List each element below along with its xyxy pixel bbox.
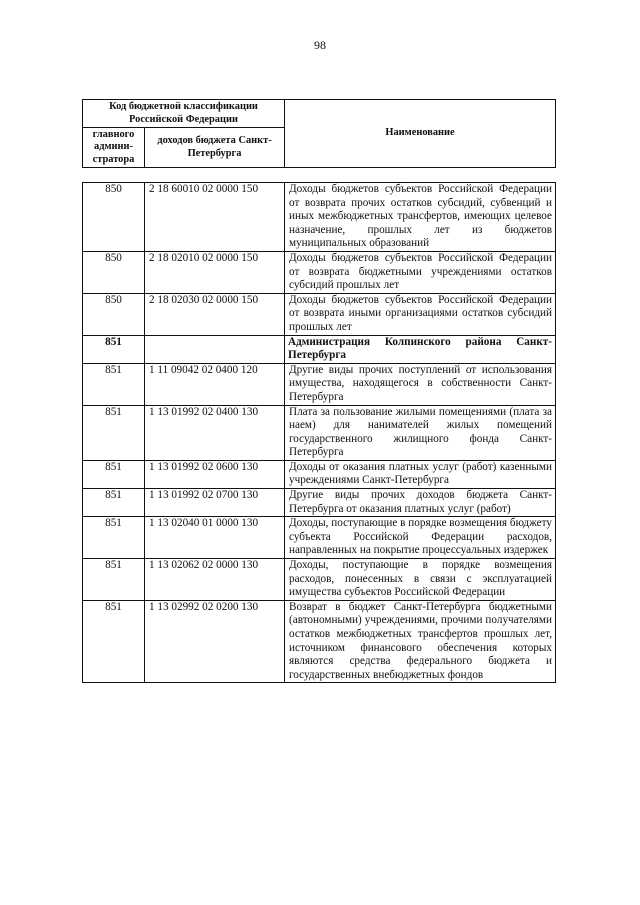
income-code-cell: 1 13 01992 02 0600 130	[145, 460, 285, 488]
income-code-cell: 2 18 02030 02 0000 150	[145, 293, 285, 335]
admin-code-cell: 851	[83, 405, 145, 460]
table-row	[83, 600, 556, 683]
header-admin-column: главного админи-стратора	[83, 128, 145, 168]
table-row	[83, 363, 556, 405]
table-row	[83, 183, 556, 252]
income-code-cell: 1 11 09042 02 0400 120	[145, 363, 285, 405]
income-name-cell: Доходы бюджетов субъектов Российской Федерации от возврата бюджетными учреждениями остатков субсидий прошлых лет	[285, 251, 556, 293]
admin-code-cell: 850	[83, 251, 145, 293]
table-row	[83, 293, 556, 335]
admin-code-cell: 851	[83, 517, 145, 559]
table-row	[83, 460, 556, 488]
admin-code-cell: 851	[83, 460, 145, 488]
table-row	[83, 517, 556, 559]
admin-code-cell: 851	[83, 489, 145, 517]
table-row	[83, 335, 556, 363]
income-name-cell: Другие виды прочих доходов бюджета Санкт-Петербурга от оказания платных услуг (работ)	[285, 489, 556, 517]
income-code-cell: 1 13 01992 02 0700 130	[145, 489, 285, 517]
admin-code-cell: 851	[83, 335, 145, 363]
table-row	[83, 559, 556, 601]
income-name-cell: Плата за пользование жилыми помещениями (плата за наем) для нанимателей жилых помещений государственного жилищного фонда Санкт-Петербурга	[285, 405, 556, 460]
admin-code-cell: 851	[83, 363, 145, 405]
income-name-cell: Доходы бюджетов субъектов Российской Федерации от возврата иными организациями остатков субсидий прошлых лет	[285, 293, 556, 335]
income-code-cell: 1 13 01992 02 0400 130	[145, 405, 285, 460]
income-name-cell: Доходы от оказания платных услуг (работ) казенными учреждениями Санкт-Петербурга	[285, 460, 556, 488]
table-row	[83, 489, 556, 517]
header-income-column: доходов бюджета Санкт-Петербурга	[145, 128, 285, 168]
income-name-cell: Администрация Колпинского района Санкт-Петербурга	[285, 335, 556, 363]
admin-code-cell: 851	[83, 600, 145, 683]
header-group-title: Код бюджетной классификации Российской Федерации	[83, 100, 285, 128]
header-name-column: Наименование	[285, 100, 556, 168]
table-row	[83, 251, 556, 293]
page-number: 98	[314, 38, 326, 52]
table-header	[82, 99, 556, 168]
income-code-cell: 2 18 60010 02 0000 150	[145, 183, 285, 252]
income-code-cell	[145, 335, 285, 363]
income-code-cell: 1 13 02062 02 0000 130	[145, 559, 285, 601]
income-name-cell: Доходы, поступающие в порядке возмещения бюджету субъекта Российской Федерации расходов, направленных на покрытие процессуальных издержек	[285, 517, 556, 559]
admin-code-cell: 850	[83, 183, 145, 252]
income-name-cell: Возврат в бюджет Санкт-Петербурга бюджетными (автономными) учреждениями, прочими получателями остатков межбюджетных трансфертов прошлых лет, источником финансового обеспечения которых являются средства федерального бюджета и государственных внебюджетных фондов	[285, 600, 556, 683]
budget-codes-table	[82, 182, 556, 683]
income-code-cell: 1 13 02040 01 0000 130	[145, 517, 285, 559]
income-name-cell: Другие виды прочих поступлений от использования имущества, находящегося в собственности Санкт-Петербурга	[285, 363, 556, 405]
income-name-cell: Доходы бюджетов субъектов Российской Федерации от возврата прочих остатков субсидий, субвенций и иных межбюджетных трансфертов, имеющих целевое назначение, прошлых лет из бюджетов муниципальных образований	[285, 183, 556, 252]
income-name-cell: Доходы, поступающие в порядке возмещения расходов, понесенных в связи с эксплуатацией имущества субъектов Российской Федерации	[285, 559, 556, 601]
table-row	[83, 405, 556, 460]
income-code-cell: 2 18 02010 02 0000 150	[145, 251, 285, 293]
income-code-cell: 1 13 02992 02 0200 130	[145, 600, 285, 683]
admin-code-cell: 850	[83, 293, 145, 335]
admin-code-cell: 851	[83, 559, 145, 601]
